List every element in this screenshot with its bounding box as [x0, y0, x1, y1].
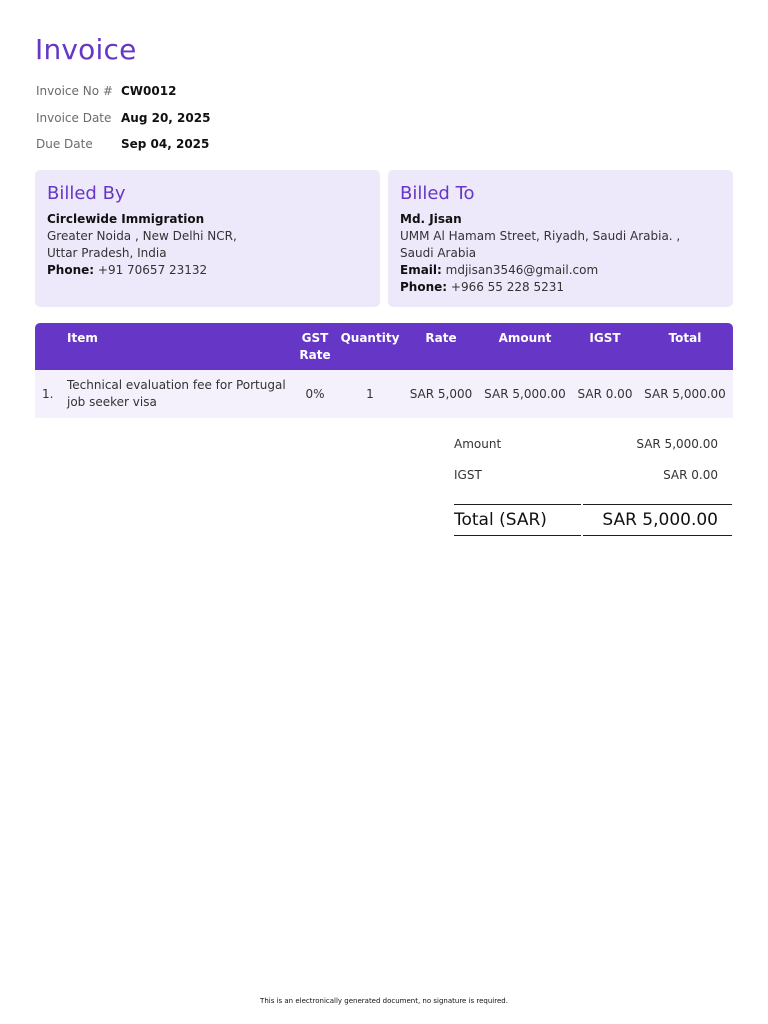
table-row [35, 370, 733, 418]
billed-by-card [35, 170, 380, 307]
header-number [35, 323, 67, 370]
grand-total-value: SAR 5,000.00 [583, 504, 732, 536]
header-gst-rate [295, 323, 335, 370]
invoice-number-row [36, 78, 210, 105]
row-gst-rate: 0% [295, 370, 335, 418]
header-row [35, 323, 733, 370]
invoice-date-row [36, 105, 210, 132]
row-item-description [67, 370, 295, 418]
billed-to-heading: Billed To [400, 183, 475, 204]
row-number: 1. [35, 370, 67, 418]
row-total: SAR 5,000.00 [637, 370, 733, 418]
billed-to-phone-value: +966 55 228 5231 [450, 280, 565, 294]
row-amount: SAR 5,000.00 [477, 370, 573, 418]
header-igst: IGST [589, 331, 621, 345]
invoice-title: Invoice [35, 33, 137, 66]
header-amount: Amount [498, 331, 552, 345]
invoice-number-label: Invoice No # [36, 84, 113, 99]
billed-by-name: Circlewide Immigration [47, 212, 205, 226]
row-item-line1: Technical evaluation fee for Portugal [67, 378, 286, 392]
row-item-line2: job seeker visa [67, 395, 157, 409]
grand-total-row [454, 504, 732, 536]
invoice-date-value: Aug 20, 2025 [121, 110, 211, 125]
billed-to-card [388, 170, 733, 307]
billed-by-address-line1: Greater Noida , New Delhi NCR, [47, 229, 237, 243]
billed-by-heading: Billed By [47, 183, 126, 204]
summary-igst-row [454, 460, 732, 492]
billed-to-email-value: mdjisan3546@gmail.com [445, 263, 599, 277]
billed-to-address-line1: UMM Al Hamam Street, Riyadh, Saudi Arabia. , [400, 229, 681, 243]
row-rate: SAR 5,000 [405, 370, 477, 418]
row-igst: SAR 0.00 [573, 370, 637, 418]
header-gst-line2: Rate [299, 348, 331, 362]
billed-to-phone [400, 279, 721, 296]
header-gst-line1: GST [301, 331, 329, 345]
header-quantity: Quantity [340, 331, 400, 345]
summary-amount-label: Amount [454, 436, 502, 451]
invoice-meta [36, 78, 210, 158]
summary-igst-label: IGST [454, 468, 482, 483]
line-items-table [35, 323, 733, 418]
summary-block [454, 428, 732, 491]
due-date-label: Due Date [36, 137, 93, 152]
header-rate: Rate [425, 331, 457, 345]
invoice-number-value: CW0012 [121, 84, 177, 99]
header-total: Total [668, 331, 702, 345]
summary-amount-value: SAR 5,000.00 [636, 436, 718, 451]
billed-by-phone [47, 262, 368, 279]
billed-to-email-label: Email: [400, 263, 442, 277]
header-item-label: Item [67, 331, 98, 345]
row-quantity: 1 [335, 370, 405, 418]
header-item [67, 323, 295, 370]
grand-total-label: Total (SAR) [454, 504, 581, 536]
billed-to-address-line2: Saudi Arabia [400, 246, 477, 260]
billed-to-phone-label: Phone: [400, 280, 448, 294]
billed-to-email [400, 262, 721, 279]
due-date-row [36, 131, 210, 158]
footer-note: This is an electronically generated document, no signature is required. [260, 997, 508, 1005]
invoice-date-label: Invoice Date [36, 110, 112, 125]
billed-by-address-line2: Uttar Pradesh, India [47, 246, 167, 260]
billed-by-phone-value: +91 70657 23132 [97, 263, 208, 277]
summary-igst-value: SAR 0.00 [663, 468, 718, 483]
billed-by-phone-label: Phone: [47, 263, 95, 277]
billed-to-name: Md. Jisan [400, 212, 462, 226]
due-date-value: Sep 04, 2025 [121, 137, 210, 152]
line-items-header [35, 323, 733, 370]
summary-amount-row [454, 428, 732, 460]
